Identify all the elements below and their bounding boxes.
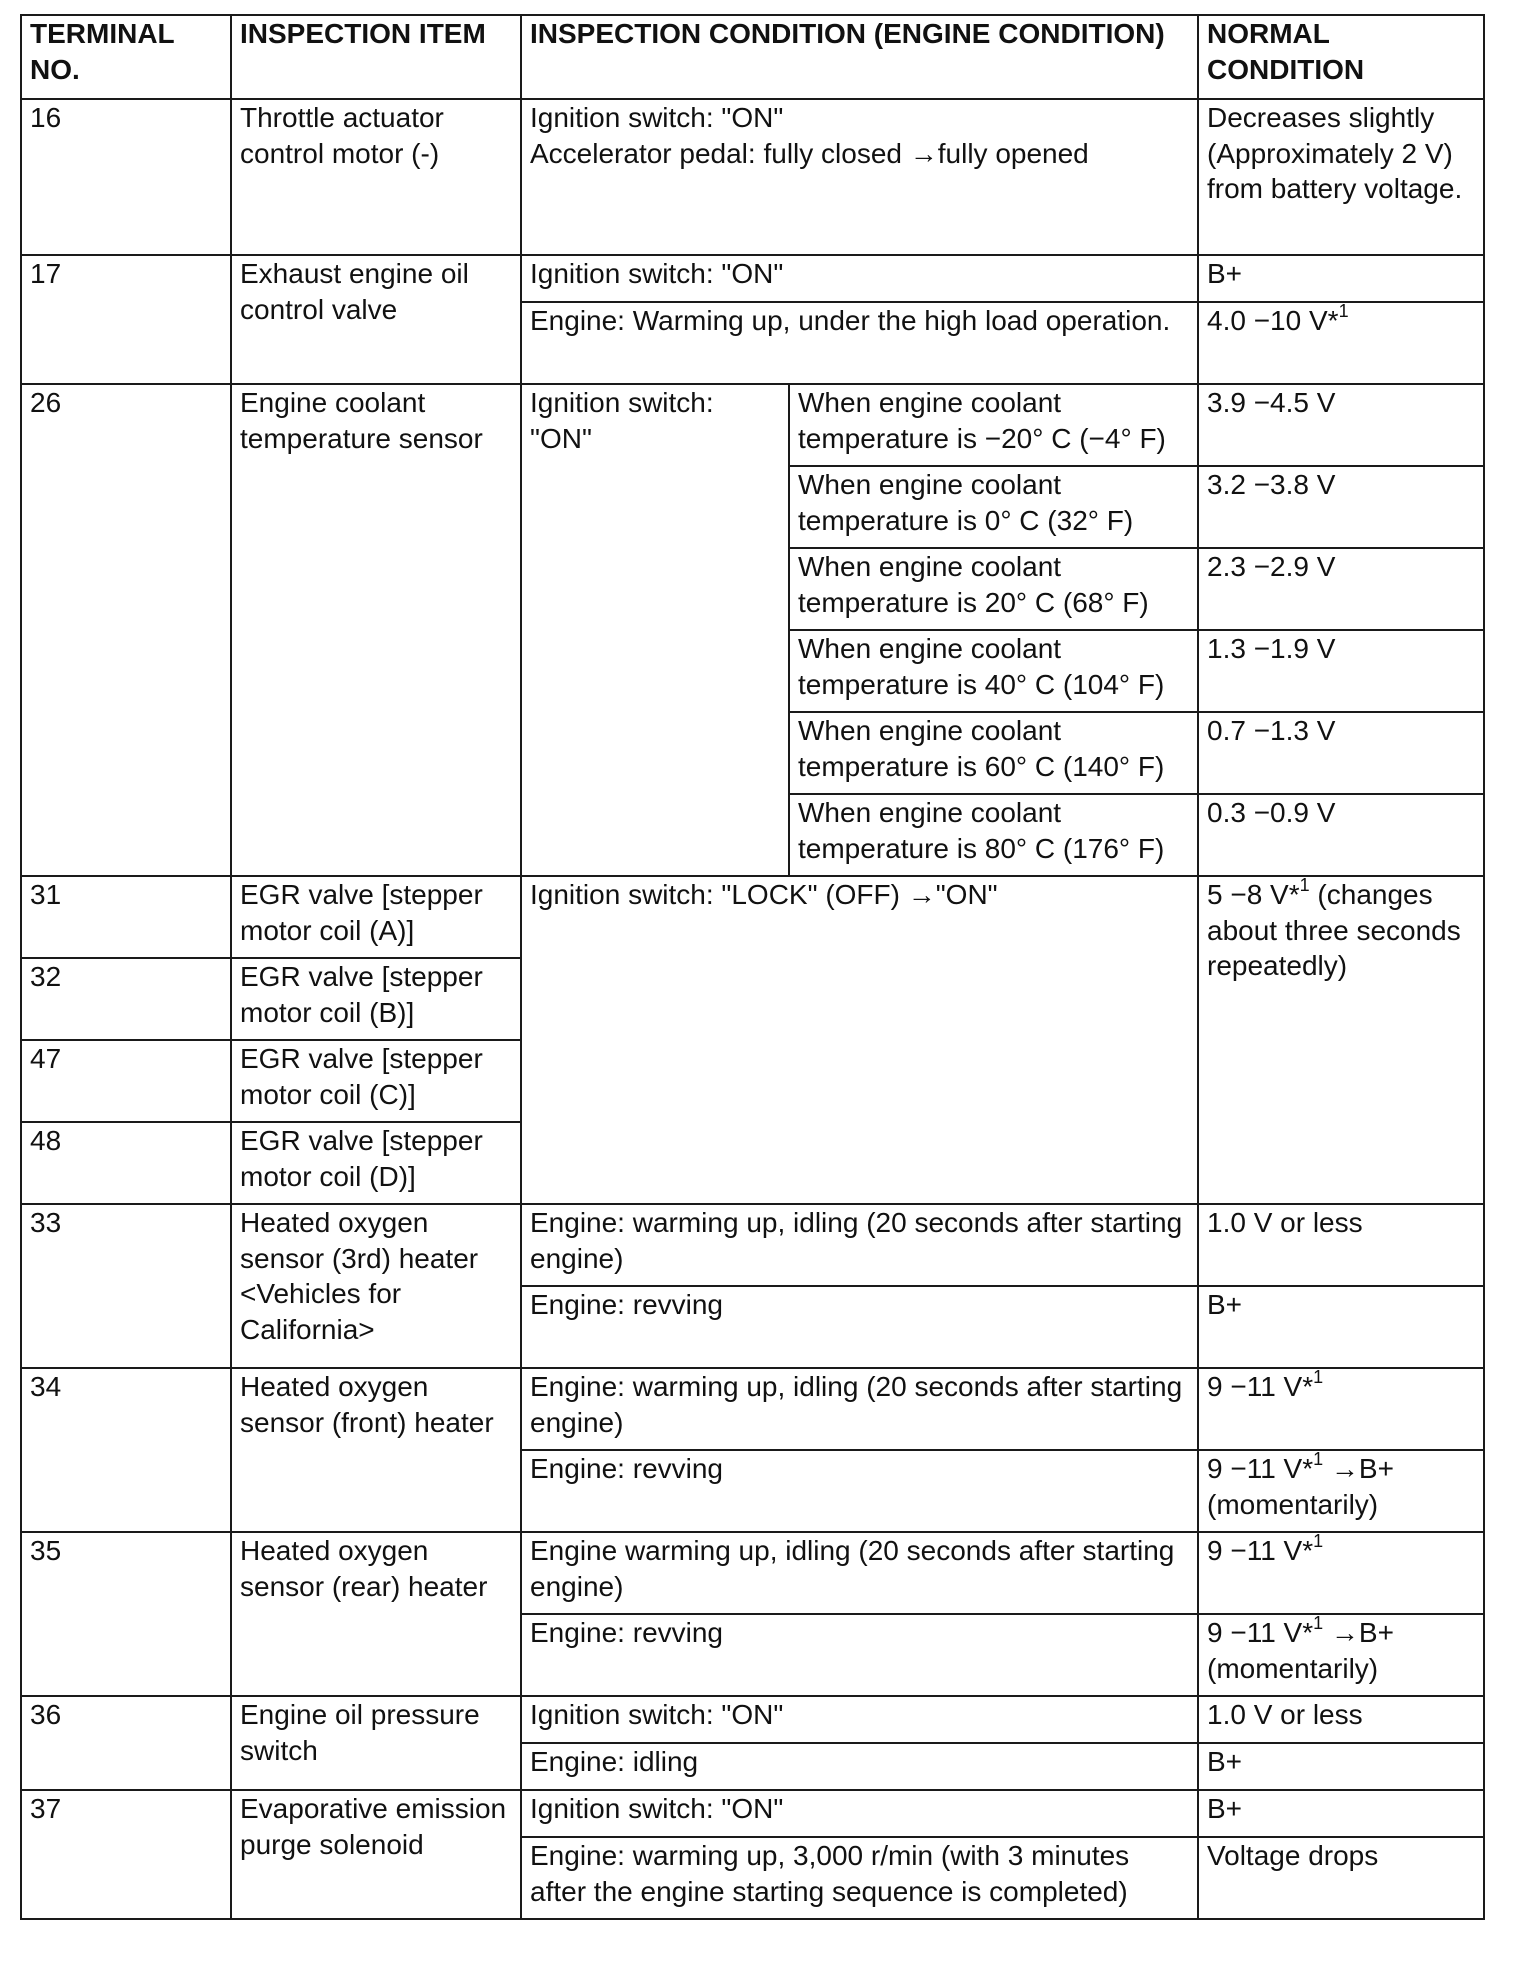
table-row [21,1532,1484,1614]
normal-value: 9 −11 V* [1207,1535,1314,1566]
terminal-no-cell: 34 [21,1368,231,1532]
inspection-item-cell: EGR valve [stepper motor coil (C)] [231,1040,521,1122]
terminal-no-cell: 33 [21,1204,231,1368]
inspection-item-cell: Heated oxygen sensor (3rd) heater <Vehicles for California> [231,1204,521,1368]
condition-cell: Engine: revving [521,1450,1198,1532]
header-inspection-item: INSPECTION ITEM [231,15,521,99]
condition-cell: Engine: Warming up, under the high load operation. [521,302,1198,384]
normal-value: 9 −11 V* [1207,1371,1314,1402]
normal-condition-cell: 1.3 −1.9 V [1198,630,1484,712]
footnote-mark: 1 [1313,1450,1324,1469]
condition-cell: Ignition switch: "ON" [521,1790,1198,1837]
normal-condition-cell [1198,302,1484,384]
normal-value: 9 −11 V* [1207,1617,1314,1648]
normal-condition-cell: B+ [1198,1743,1484,1790]
table-row [21,876,1484,958]
inspection-item-cell: Engine coolant temperature sensor [231,384,521,876]
normal-condition-cell: B+ [1198,1790,1484,1837]
table-row [21,1696,1484,1743]
normal-value-note: →B+ (momentarily) [1207,1453,1394,1520]
condition-cell: Engine: warming up, idling (20 seconds after starting engine) [521,1368,1198,1450]
normal-condition-cell: 3.2 −3.8 V [1198,466,1484,548]
condition-cell: Ignition switch: "LOCK" (OFF) →"ON" [521,876,1198,1204]
condition-cell: Ignition switch: "ON" Accelerator pedal: fully closed →fully opened [521,99,1198,255]
normal-condition-cell: 1.0 V or less [1198,1696,1484,1743]
normal-condition-cell: 1.0 V or less [1198,1204,1484,1286]
normal-condition-cell: Voltage drops [1198,1837,1484,1919]
header-inspection-condition: INSPECTION CONDITION (ENGINE CONDITION) [521,15,1198,99]
normal-condition-cell [1198,1532,1484,1614]
normal-condition-cell: 0.3 −0.9 V [1198,794,1484,876]
sub-condition-cell: When engine coolant temperature is 0° C (32° F) [789,466,1198,548]
footnote-mark: 1 [1313,1532,1324,1551]
table-header-row [21,15,1484,99]
normal-value: 5 −8 V* [1207,879,1300,910]
terminal-no-cell: 37 [21,1790,231,1919]
header-normal-condition: NORMAL CONDITION [1198,15,1484,99]
terminal-no-cell: 32 [21,958,231,1040]
sub-condition-cell: When engine coolant temperature is −20° C (−4° F) [789,384,1198,466]
sub-condition-cell: When engine coolant temperature is 20° C (68° F) [789,548,1198,630]
terminal-no-cell: 47 [21,1040,231,1122]
inspection-item-cell: Evaporative emission purge solenoid [231,1790,521,1919]
sub-condition-cell: When engine coolant temperature is 60° C (140° F) [789,712,1198,794]
terminal-no-cell: 48 [21,1122,231,1204]
table-row [21,1368,1484,1450]
normal-condition-cell: Decreases slightly (Approximately 2 V) from battery voltage. [1198,99,1484,255]
footnote-mark: 1 [1313,1614,1324,1633]
inspection-item-cell: EGR valve [stepper motor coil (A)] [231,876,521,958]
footnote-mark: 1 [1299,876,1310,895]
condition-cell: Engine: warming up, idling (20 seconds after starting engine) [521,1204,1198,1286]
inspection-item-cell: EGR valve [stepper motor coil (D)] [231,1122,521,1204]
normal-condition-cell [1198,1450,1484,1532]
terminal-no-cell: 26 [21,384,231,876]
condition-cell: Ignition switch: "ON" [521,1696,1198,1743]
normal-value: 4.0 −10 V* [1207,305,1339,336]
condition-cell: Engine: warming up, 3,000 r/min (with 3 minutes after the engine starting sequence is completed) [521,1837,1198,1919]
table-row [21,1790,1484,1837]
inspection-item-cell: EGR valve [stepper motor coil (B)] [231,958,521,1040]
condition-cell: Engine: revving [521,1614,1198,1696]
normal-value: 9 −11 V* [1207,1453,1314,1484]
terminal-no-cell: 35 [21,1532,231,1696]
normal-condition-cell [1198,1614,1484,1696]
terminal-no-cell: 31 [21,876,231,958]
footnote-mark: 1 [1313,1368,1324,1387]
table-row [21,384,1484,466]
inspection-item-cell: Exhaust engine oil control valve [231,255,521,384]
terminal-no-cell: 17 [21,255,231,384]
sub-condition-cell: When engine coolant temperature is 40° C (104° F) [789,630,1198,712]
inspection-item-cell: Heated oxygen sensor (rear) heater [231,1532,521,1696]
condition-cell: Ignition switch: "ON" [521,255,1198,302]
footnote-mark: 1 [1338,302,1349,321]
table-row [21,255,1484,302]
condition-cell: Engine: idling [521,1743,1198,1790]
normal-condition-cell [1198,876,1484,1204]
condition-cell: Ignition switch: "ON" [521,384,789,876]
condition-cell: Engine warming up, idling (20 seconds after starting engine) [521,1532,1198,1614]
normal-condition-cell [1198,1368,1484,1450]
inspection-item-cell: Heated oxygen sensor (front) heater [231,1368,521,1532]
terminal-no-cell: 36 [21,1696,231,1790]
normal-condition-cell: 0.7 −1.3 V [1198,712,1484,794]
table-row [21,99,1484,255]
inspection-table [20,14,1485,1920]
normal-value-note: (changes about three seconds repeatedly) [1207,879,1461,982]
normal-condition-cell: B+ [1198,255,1484,302]
header-terminal-no: TERMINAL NO. [21,15,231,99]
inspection-item-cell: Throttle actuator control motor (-) [231,99,521,255]
table-row [21,1204,1484,1286]
normal-value-note: →B+ (momentarily) [1207,1617,1394,1684]
terminal-no-cell: 16 [21,99,231,255]
normal-condition-cell: 2.3 −2.9 V [1198,548,1484,630]
condition-cell: Engine: revving [521,1286,1198,1368]
normal-condition-cell: B+ [1198,1286,1484,1368]
normal-condition-cell: 3.9 −4.5 V [1198,384,1484,466]
sub-condition-cell: When engine coolant temperature is 80° C (176° F) [789,794,1198,876]
inspection-item-cell: Engine oil pressure switch [231,1696,521,1790]
